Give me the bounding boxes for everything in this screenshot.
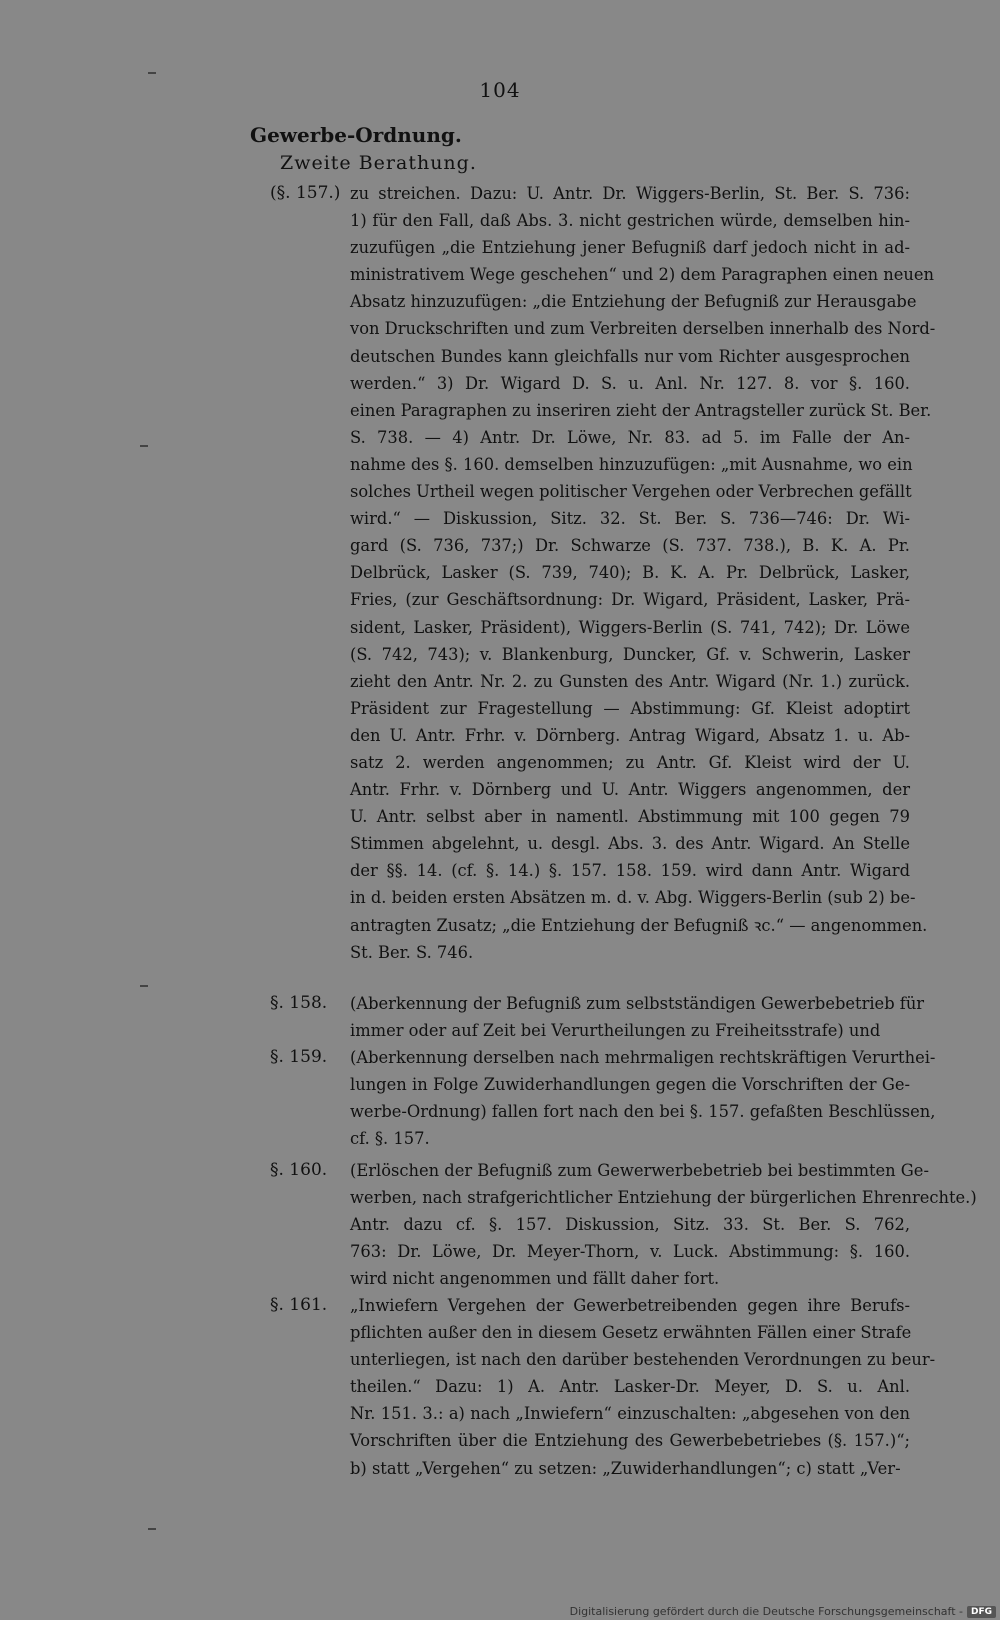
text-line: wird.“ — Diskussion, Sitz. 32. St. Ber. S. 736—746: Dr. Wi-: [350, 509, 910, 529]
text-line: Antr. dazu cf. §. 157. Diskussion, Sitz. 33. St. Ber. S. 762,: [350, 1215, 910, 1235]
text-line: antragten Zusatz; „die Entziehung der Befugniß ꝛc.“ — angenommen.: [350, 915, 928, 935]
text-line: in d. beiden ersten Absätzen m. d. v. Abg. Wiggers-Berlin (sub 2) be-: [350, 888, 916, 908]
page-number: 104: [479, 78, 521, 102]
text-line: ministrativem Wege geschehen“ und 2) dem Paragraphen einen neuen: [350, 265, 934, 285]
text-line: werbe-Ordnung) fallen fort nach den bei §. 157. gefaßten Beschlüssen,: [350, 1102, 936, 1122]
text-line: sident, Lasker, Präsident), Wiggers-Berlin (S. 741, 742); Dr. Löwe: [350, 617, 910, 637]
paragraph-text: [350, 990, 925, 1044]
text-line: deutschen Bundes kann gleichfalls nur vom Richter ausgesprochen: [350, 346, 910, 366]
text-line: solches Urtheil wegen politischer Vergehen oder Verbrechen gefällt: [350, 482, 912, 502]
text-line: Fries, (zur Geschäftsordnung: Dr. Wigard, Präsident, Lasker, Prä-: [350, 590, 910, 610]
scan-margin-mark: [140, 445, 148, 447]
text-line: Nr. 151. 3.: a) nach „Inwiefern“ einzuschalten: „abgesehen von den: [350, 1404, 910, 1424]
paragraph-text: [350, 1157, 977, 1292]
text-line: Antr. Frhr. v. Dörnberg und U. Antr. Wiggers angenommen, der: [350, 780, 910, 800]
scan-margin-mark: [148, 72, 156, 74]
dfg-logo: DFG: [967, 1606, 996, 1618]
text-line: cf. §. 157.: [350, 1129, 430, 1149]
paragraph-text: [350, 1292, 936, 1482]
text-line: (Aberkennung der Befugniß zum selbstständigen Gewerbebetrieb für: [350, 994, 925, 1013]
text-line: immer oder auf Zeit bei Verurtheilungen zu Freiheitsstrafe) und: [350, 1021, 881, 1041]
paragraph-entry: [270, 1292, 936, 1482]
text-line: Vorschriften über die Entziehung des Gewerbebetriebes (§. 157.)“;: [350, 1431, 910, 1451]
paragraph-entry: [270, 1157, 977, 1292]
text-line: nahme des §. 160. demselben hinzuzufügen: „mit Ausnahme, wo ein: [350, 454, 913, 474]
text-line: den U. Antr. Frhr. v. Dörnberg. Antrag Wigard, Absatz 1. u. Ab-: [350, 725, 910, 745]
text-line: theilen.“ Dazu: 1) A. Antr. Lasker-Dr. Meyer, D. S. u. Anl.: [350, 1377, 910, 1397]
text-line: satz 2. werden angenommen; zu Antr. Gf. Kleist wird der U.: [350, 752, 910, 772]
paragraph-number: §. 161.: [270, 1295, 328, 1315]
text-line: lungen in Folge Zuwiderhandlungen gegen die Vorschriften der Ge-: [350, 1075, 910, 1095]
paragraph-text: [350, 180, 936, 966]
text-line: 1) für den Fall, daß Abs. 3. nicht gestrichen würde, demselben hin-: [350, 211, 910, 231]
text-line: (S. 742, 743); v. Blankenburg, Duncker, Gf. v. Schwerin, Lasker: [350, 644, 910, 664]
footer-text: Digitalisierung gefördert durch die Deutsche Forschungsgemeinschaft -: [569, 1605, 963, 1618]
paragraph-entry: [270, 180, 936, 966]
text-line: werden.“ 3) Dr. Wigard D. S. u. Anl. Nr. 127. 8. vor §. 160.: [350, 373, 910, 393]
section-heading: Gewerbe-Ordnung.: [250, 123, 462, 147]
text-line: Stimmen abgelehnt, u. desgl. Abs. 3. des Antr. Wigard. An Stelle: [350, 834, 910, 854]
text-line: wird nicht angenommen und fällt daher fort.: [350, 1269, 720, 1289]
text-line: werben, nach strafgerichtlicher Entziehung der bürgerlichen Ehrenrechte.): [350, 1188, 977, 1208]
paragraph-entry: [270, 1044, 936, 1152]
text-line: von Druckschriften und zum Verbreiten derselben innerhalb des Nord-: [350, 319, 936, 339]
text-line: einen Paragraphen zu inseriren zieht der Antragsteller zurück St. Ber.: [350, 400, 932, 420]
text-line: Präsident zur Fragestellung — Abstimmung: Gf. Kleist adoptirt: [350, 698, 910, 718]
text-line: gard (S. 736, 737;) Dr. Schwarze (S. 737. 738.), B. K. A. Pr.: [350, 536, 910, 556]
text-line: pflichten außer den in diesem Gesetz erwähnten Fällen einer Strafe: [350, 1323, 912, 1343]
text-line: U. Antr. selbst aber in namentl. Abstimmung mit 100 gegen 79: [350, 807, 910, 827]
text-line: St. Ber. S. 746.: [350, 942, 474, 962]
text-line: zu streichen. Dazu: U. Antr. Dr. Wiggers-Berlin, St. Ber. S. 736:: [350, 184, 910, 203]
text-line: unterliegen, ist nach den darüber bestehenden Verordnungen zu beur-: [350, 1350, 936, 1370]
paragraph-number: §. 158.: [270, 993, 328, 1013]
paragraph-number: §. 160.: [270, 1160, 328, 1180]
footer-credit: [570, 1605, 996, 1618]
scan-margin-mark: [140, 985, 148, 987]
text-line: S. 738. — 4) Antr. Dr. Löwe, Nr. 83. ad 5. im Falle der An-: [350, 427, 910, 447]
text-line: Delbrück, Lasker (S. 739, 740); B. K. A. Pr. Delbrück, Lasker,: [350, 563, 910, 583]
text-line: b) statt „Vergehen“ zu setzen: „Zuwiderhandlungen“; c) statt „Ver-: [350, 1458, 901, 1478]
text-line: der §§. 14. (cf. §. 14.) §. 157. 158. 159. wird dann Antr. Wigard: [350, 861, 910, 881]
text-line: 763: Dr. Löwe, Dr. Meyer-Thorn, v. Luck. Abstimmung: §. 160.: [350, 1242, 910, 1262]
paragraph-entry: [270, 990, 925, 1044]
text-line: „Inwiefern Vergehen der Gewerbetreibenden gegen ihre Berufs-: [350, 1296, 910, 1315]
paragraph-number: (§. 157.): [270, 183, 341, 203]
text-line: Absatz hinzuzufügen: „die Entziehung der Befugniß zur Herausgabe: [350, 292, 917, 312]
scan-margin-mark: [148, 1528, 156, 1530]
text-line: (Aberkennung derselben nach mehrmaligen rechtskräftigen Verurthei-: [350, 1048, 936, 1067]
section-subheading: Zweite Berathung.: [280, 152, 477, 174]
paragraph-text: [350, 1044, 936, 1152]
text-line: zuzufügen „die Entziehung jener Befugniß darf jedoch nicht in ad-: [350, 238, 910, 258]
paragraph-number: §. 159.: [270, 1047, 328, 1067]
text-line: (Erlöschen der Befugniß zum Gewerwerbebetrieb bei bestimmten Ge-: [350, 1161, 929, 1180]
text-line: zieht den Antr. Nr. 2. zu Gunsten des Antr. Wigard (Nr. 1.) zurück.: [350, 671, 910, 691]
